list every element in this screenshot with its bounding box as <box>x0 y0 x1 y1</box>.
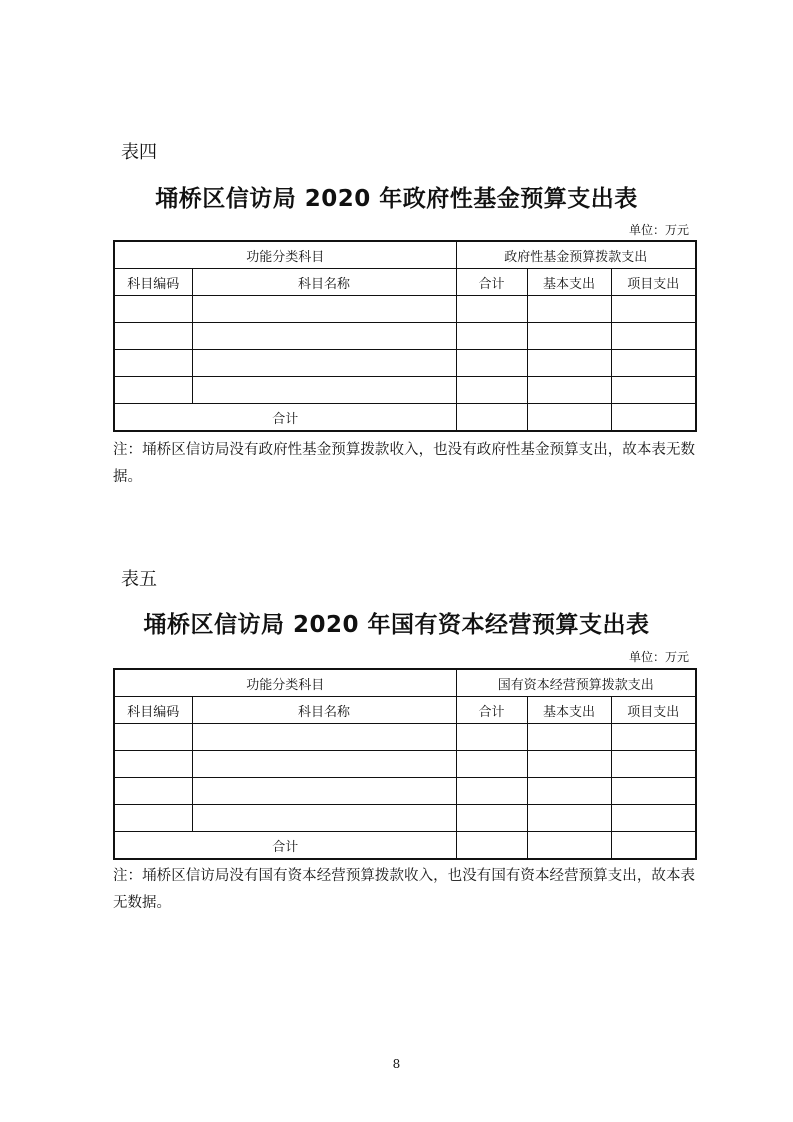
table-row <box>114 751 696 778</box>
table-row <box>114 350 696 377</box>
column-header: 合计 <box>456 269 527 296</box>
budget-table <box>113 668 697 860</box>
column-header: 基本支出 <box>527 697 611 724</box>
total-row <box>114 832 696 860</box>
table-row <box>114 377 696 404</box>
header-group-expenditure: 国有资本经营预算拨款支出 <box>456 669 696 697</box>
total-label: 合计 <box>114 404 456 432</box>
header-row <box>114 697 696 724</box>
column-header: 科目编码 <box>114 269 192 296</box>
table-row <box>114 323 696 350</box>
budget-table <box>113 240 697 432</box>
table-row <box>114 778 696 805</box>
page-number: 8 <box>392 1057 401 1071</box>
header-row <box>114 269 696 296</box>
header-group-row <box>114 241 696 269</box>
column-header: 合计 <box>456 697 527 724</box>
column-header: 项目支出 <box>611 269 696 296</box>
header-group-row <box>114 669 696 697</box>
table-title: 埇桥区信访局 2020 年政府性基金预算支出表 <box>155 186 638 212</box>
header-group-functional: 功能分类科目 <box>114 241 456 269</box>
header-group-functional: 功能分类科目 <box>114 669 456 697</box>
table-label: 表五 <box>121 569 157 590</box>
table-row <box>114 724 696 751</box>
table-note: 注：埇桥区信访局没有政府性基金预算拨款收入，也没有政府性基金预算支出，故本表无数据。 <box>113 442 695 485</box>
unit-label: 单位：万元 <box>628 650 689 664</box>
table-label: 表四 <box>121 142 157 163</box>
column-header: 科目名称 <box>192 269 456 296</box>
column-header: 项目支出 <box>611 697 696 724</box>
unit-label: 单位：万元 <box>628 223 689 237</box>
table-row <box>114 805 696 832</box>
column-header: 基本支出 <box>527 269 611 296</box>
table-row <box>114 296 696 323</box>
column-header: 科目名称 <box>192 697 456 724</box>
total-label: 合计 <box>114 832 456 860</box>
table-title: 埇桥区信访局 2020 年国有资本经营预算支出表 <box>143 612 650 638</box>
header-group-expenditure: 政府性基金预算拨款支出 <box>456 241 696 269</box>
total-row <box>114 404 696 432</box>
table-note: 注：埇桥区信访局没有国有资本经营预算拨款收入，也没有国有资本经营预算支出，故本表无数据。 <box>113 868 695 911</box>
column-header: 科目编码 <box>114 697 192 724</box>
